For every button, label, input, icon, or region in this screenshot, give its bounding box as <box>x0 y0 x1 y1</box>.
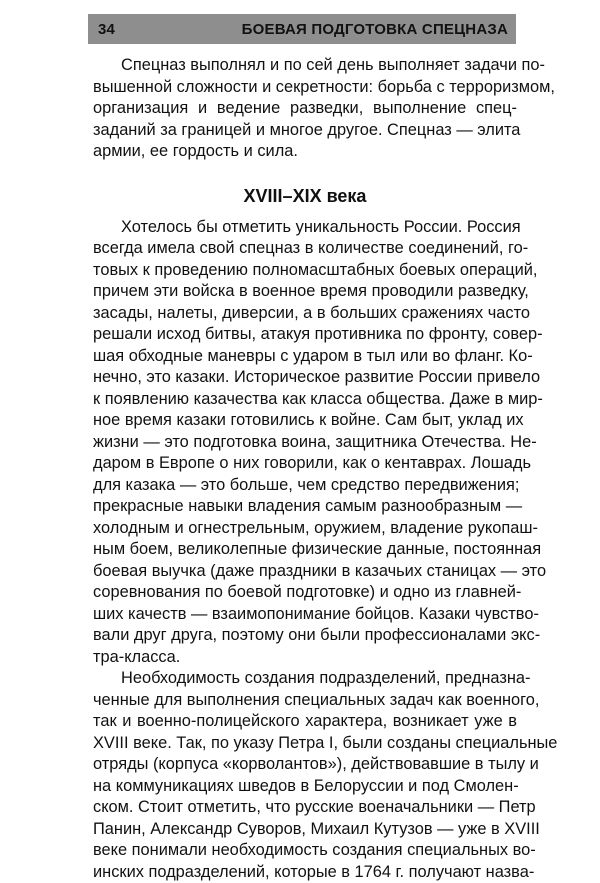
text-line: причем эти войска в военное время проводили разведку, <box>93 281 517 303</box>
text-line: жизни — это подготовка воина, защитника Отечества. Не- <box>93 432 517 454</box>
page-body <box>93 55 517 883</box>
text-line: всегда имела свой спецназ в количестве соединений, го- <box>93 238 517 260</box>
text-line: боевая выучка (даже праздники в казачьих станицах — это <box>93 561 517 583</box>
text-line: к появлению казачества как класса общества. Даже в мир- <box>93 389 517 411</box>
text-line: армии, ее гордость и сила. <box>93 141 517 163</box>
text-line: Необходимость создания подразделений, предназна- <box>93 668 517 690</box>
running-title: БОЕВАЯ ПОДГОТОВКА СПЕЦНАЗА <box>242 21 508 38</box>
text-line: организация и ведение разведки, выполнение спец- <box>93 98 517 120</box>
text-line: веке понимали необходимость создания специальных во- <box>93 840 517 862</box>
text-line: Спецназ выполнял и по сей день выполняет задачи по- <box>93 55 517 77</box>
running-header <box>88 14 516 44</box>
text-line: ченные для выполнения специальных задач как военного, <box>93 690 517 712</box>
text-line: заданий за границей и многое другое. Спецназ — элита <box>93 120 517 142</box>
paragraph-intro <box>93 55 517 163</box>
section-heading: XVIII–XIX века <box>93 184 517 208</box>
text-line: для казака — это больше, чем средство передвижения; <box>93 475 517 497</box>
text-line: XVIII веке. Так, по указу Петра I, были созданы специальные <box>93 733 517 755</box>
text-line: шая обходные маневры с ударом в тыл или во фланг. Ко- <box>93 346 517 368</box>
text-line: инских подразделений, которые в 1764 г. получают назва- <box>93 862 517 883</box>
text-line: отряды (корпуса «корволантов»), действовавшие в тылу и <box>93 754 517 776</box>
text-line: решали исход битвы, атакуя противника по фронту, совер- <box>93 324 517 346</box>
text-line: даром в Европе о них говорили, как о кентаврах. Лошадь <box>93 453 517 475</box>
text-line: товых к проведению полномасштабных боевых операций, <box>93 260 517 282</box>
text-line: соревнования по боевой подготовке) и одно из главней- <box>93 582 517 604</box>
text-line: Хотелось бы отметить уникальность России. Россия <box>93 217 517 239</box>
text-line: ное время казаки готовились к войне. Сам быт, уклад их <box>93 410 517 432</box>
paragraph-18th-century <box>93 668 517 883</box>
text-line: засады, налеты, диверсии, а в больших сражениях часто <box>93 303 517 325</box>
text-line: ным боем, великолепные физические данные, постоянная <box>93 539 517 561</box>
text-line: ском. Стоит отметить, что русские военачальники — Петр <box>93 797 517 819</box>
text-line: так и военно-полицейского характера, возникает уже в <box>93 711 517 733</box>
text-line: вышенной сложности и секретности: борьба с терроризмом, <box>93 77 517 99</box>
text-line: на коммуникациях шведов в Белоруссии и под Смолен- <box>93 776 517 798</box>
text-line: тра-класса. <box>93 647 517 669</box>
text-line: прекрасные навыки владения самым разнообразным — <box>93 496 517 518</box>
text-line: Панин, Александр Суворов, Михаил Кутузов — уже в XVIII <box>93 819 517 841</box>
text-line: холодным и огнестрельным, оружием, владение рукопаш- <box>93 518 517 540</box>
text-line: ших качеств — взаимопонимание бойцов. Казаки чувство- <box>93 604 517 626</box>
text-line: вали друг друга, поэтому они были профессионалами экс- <box>93 625 517 647</box>
text-line: нечно, это казаки. Историческое развитие России привело <box>93 367 517 389</box>
page-number: 34 <box>98 21 115 38</box>
paragraph-cossacks <box>93 217 517 669</box>
